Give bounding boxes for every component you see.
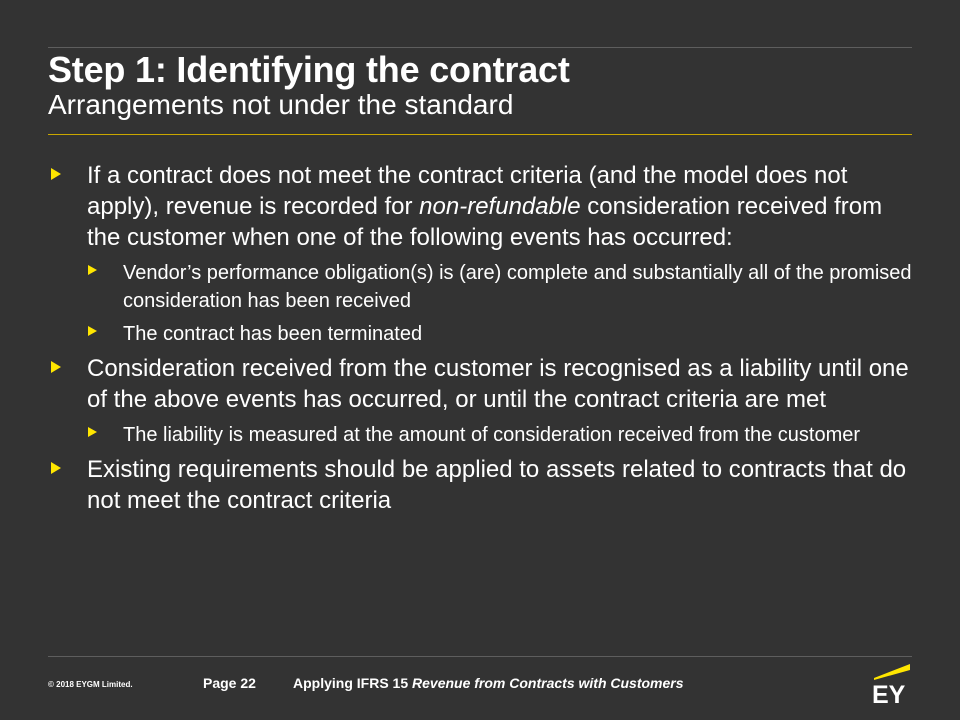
slide-body <box>48 160 918 522</box>
logo-beam <box>874 664 910 680</box>
sub-bullet-1-1 <box>123 259 918 315</box>
bullet-arrow-icon <box>88 265 97 275</box>
sub-bullet-1-2 <box>123 320 918 348</box>
footer-title-prefix: Applying IFRS 15 <box>293 675 413 691</box>
sub-bullet-text: The liability is measured at the amount of consideration received from the customer <box>123 424 861 446</box>
bullet-1-emphasis: non-refundable <box>419 193 581 220</box>
bullet-1 <box>48 160 918 253</box>
bullet-1-text-a: If a contract does not meet the contract criteria (and the model does not apply), revenue is recorded for <box>87 162 848 220</box>
logo-text: EY <box>872 681 906 706</box>
slide-subtitle: Arrangements not under the standard <box>48 89 514 120</box>
sub-bullet-2-1 <box>123 421 918 449</box>
bullet-arrow-icon <box>88 326 97 336</box>
sub-bullet-text: The contract has been terminated <box>123 323 423 345</box>
sub-bullet-text: Vendor’s performance obligation(s) is (are) complete and substantially all of the promised consideration has been received <box>123 262 912 312</box>
bullet-2-subitems <box>48 421 918 449</box>
bullet-1-text-b: consideration received from the customer when one of the following events has occurred: <box>87 193 883 251</box>
footer-title-italic: Revenue from Contracts with Customers <box>412 675 684 691</box>
bullet-2-text: Consideration received from the customer is recognised as a liability until one of the above events has occurred, or until the contract criteria are met <box>87 355 909 413</box>
bullet-3 <box>48 454 918 516</box>
copyright-notice: © 2018 EYGM Limited. <box>48 680 133 689</box>
footer-divider <box>48 656 912 657</box>
bullet-2 <box>48 353 918 415</box>
top-divider <box>48 47 912 48</box>
bullet-arrow-icon <box>51 361 61 373</box>
bullet-3-text: Existing requirements should be applied to assets related to contracts that do not meet the contract criteria <box>87 456 907 514</box>
bullet-arrow-icon <box>88 427 97 437</box>
title-underline <box>48 134 912 135</box>
bullet-arrow-icon <box>51 462 61 474</box>
bullet-arrow-icon <box>51 168 61 180</box>
footer-title <box>293 675 684 691</box>
page-number: Page 22 <box>203 675 256 691</box>
slide-title: Step 1: Identifying the contract <box>48 49 570 90</box>
bullet-1-subitems <box>48 259 918 348</box>
ey-logo-icon <box>868 660 916 706</box>
